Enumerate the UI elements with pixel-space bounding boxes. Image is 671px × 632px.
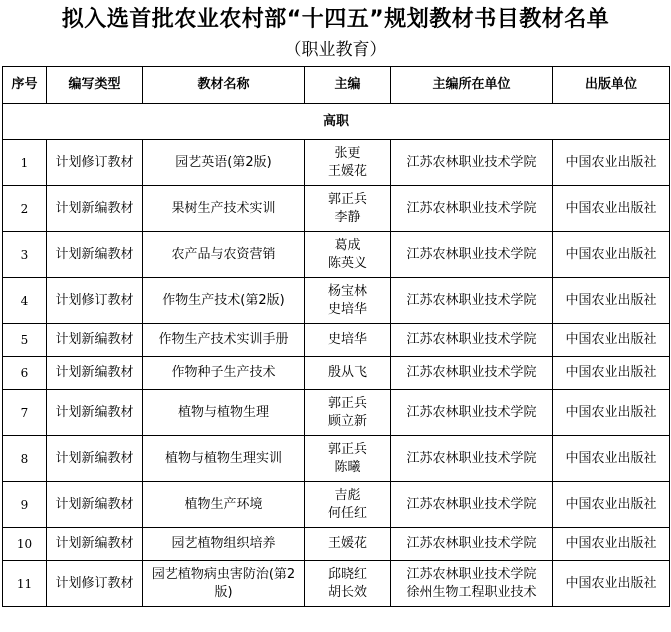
cell-unit [391,278,553,324]
table-row [3,482,670,528]
cell-name: 园艺英语(第2版) [143,140,305,186]
editor-name: 王媛花 [327,536,367,551]
editor-name: 陈英义 [327,255,367,271]
cell-type: 计划新编教材 [47,436,143,482]
editor-name: 胡长效 [327,584,367,600]
cell-publisher: 中国农业出版社 [553,357,670,390]
editor-name: 王媛花 [327,163,367,179]
cell-editors [305,140,391,186]
table-row [3,324,670,357]
unit-name: 江苏农林职业技术学院 [406,450,537,466]
table-row [3,186,670,232]
cell-publisher: 中国农业出版社 [553,186,670,232]
editor-name: 张更 [334,145,361,161]
textbook-table [2,66,670,607]
cell-no: 7 [3,390,47,436]
cell-type: 计划新编教材 [47,357,143,390]
document-subtitle: （职业教育） [284,40,387,60]
cell-editors [305,528,391,561]
table-row [3,140,670,186]
cell-editors [305,390,391,436]
editor-name: 李静 [334,209,361,225]
table-row [3,278,670,324]
cell-publisher: 中国农业出版社 [553,482,670,528]
section-row [3,104,670,140]
cell-name: 作物生产技术(第2版) [143,278,305,324]
cell-name: 园艺植物组织培养 [143,528,305,561]
cell-name: 果树生产技术实训 [143,186,305,232]
cell-unit [391,140,553,186]
cell-no: 3 [3,232,47,278]
cell-unit [391,482,553,528]
editor-name: 杨宝林 [327,283,367,299]
editor-name: 殷从飞 [327,365,367,380]
section-label: 高职 [3,104,670,140]
cell-unit [391,390,553,436]
cell-unit [391,436,553,482]
editor-name: 陈曦 [334,459,361,475]
header-editor: 主编 [305,67,391,104]
cell-type: 计划修订教材 [47,278,143,324]
header-publisher: 出版单位 [553,67,670,104]
cell-editors [305,232,391,278]
cell-publisher: 中国农业出版社 [553,278,670,324]
unit-name: 江苏农林职业技术学院 [406,536,537,551]
editor-name: 吉彪 [334,487,361,503]
cell-no: 1 [3,140,47,186]
cell-no: 5 [3,324,47,357]
cell-no: 2 [3,186,47,232]
cell-editors [305,186,391,232]
cell-name: 植物与植物生理 [143,390,305,436]
cell-type: 计划新编教材 [47,482,143,528]
cell-publisher: 中国农业出版社 [553,436,670,482]
unit-name: 江苏农林职业技术学院 [406,200,537,216]
cell-no: 10 [3,528,47,561]
cell-type: 计划新编教材 [47,324,143,357]
cell-type: 计划新编教材 [47,232,143,278]
cell-no: 8 [3,436,47,482]
unit-name: 徐州生物工程职业技术 [406,584,537,600]
unit-name: 江苏农林职业技术学院 [406,404,537,420]
table-row [3,436,670,482]
table-row [3,528,670,561]
header-name: 教材名称 [143,67,305,104]
cell-type: 计划新编教材 [47,528,143,561]
cell-name: 作物种子生产技术 [143,357,305,390]
cell-editors [305,561,391,607]
editor-name: 史培华 [327,332,367,347]
table-row [3,357,670,390]
cell-no: 6 [3,357,47,390]
cell-name: 农产品与农资营销 [143,232,305,278]
cell-editors [305,324,391,357]
cell-unit [391,232,553,278]
cell-unit [391,324,553,357]
cell-publisher: 中国农业出版社 [553,390,670,436]
cell-name: 园艺植物病虫害防治(第2版) [143,561,305,607]
cell-no: 11 [3,561,47,607]
cell-publisher: 中国农业出版社 [553,140,670,186]
cell-editors [305,482,391,528]
cell-type: 计划修订教材 [47,561,143,607]
unit-name: 江苏农林职业技术学院 [406,496,537,512]
editor-name: 郭正兵 [327,191,367,207]
table-row [3,232,670,278]
unit-name: 江苏农林职业技术学院 [406,246,537,262]
cell-type: 计划新编教材 [47,390,143,436]
cell-publisher: 中国农业出版社 [553,324,670,357]
cell-type: 计划修订教材 [47,140,143,186]
unit-name: 江苏农林职业技术学院 [406,154,537,170]
header-unit: 主编所在单位 [391,67,553,104]
cell-unit [391,561,553,607]
cell-publisher: 中国农业出版社 [553,561,670,607]
cell-unit [391,186,553,232]
cell-no: 4 [3,278,47,324]
cell-publisher: 中国农业出版社 [553,232,670,278]
editor-name: 郭正兵 [327,441,367,457]
editor-name: 顾立新 [327,413,367,429]
header-type: 编写类型 [47,67,143,104]
editor-name: 邱晓红 [327,566,367,582]
unit-name: 江苏农林职业技术学院 [406,292,537,308]
table-row [3,561,670,607]
table-row [3,390,670,436]
cell-unit [391,357,553,390]
cell-name: 植物与植物生理实训 [143,436,305,482]
editor-name: 何任红 [327,505,367,521]
cell-name: 作物生产技术实训手册 [143,324,305,357]
editor-name: 葛成 [334,237,361,253]
unit-name: 江苏农林职业技术学院 [406,566,537,582]
cell-editors [305,436,391,482]
editor-name: 郭正兵 [327,395,367,411]
document-title: 拟入选首批农业农村部“十四五”规划教材书目教材名单 [61,7,610,32]
header-no: 序号 [3,67,47,104]
cell-unit [391,528,553,561]
cell-type: 计划新编教材 [47,186,143,232]
header-row [3,67,670,104]
cell-editors [305,357,391,390]
cell-publisher: 中国农业出版社 [553,528,670,561]
unit-name: 江苏农林职业技术学院 [406,332,537,347]
cell-name: 植物生产环境 [143,482,305,528]
unit-name: 江苏农林职业技术学院 [406,365,537,380]
cell-editors [305,278,391,324]
cell-no: 9 [3,482,47,528]
editor-name: 史培华 [327,301,367,317]
